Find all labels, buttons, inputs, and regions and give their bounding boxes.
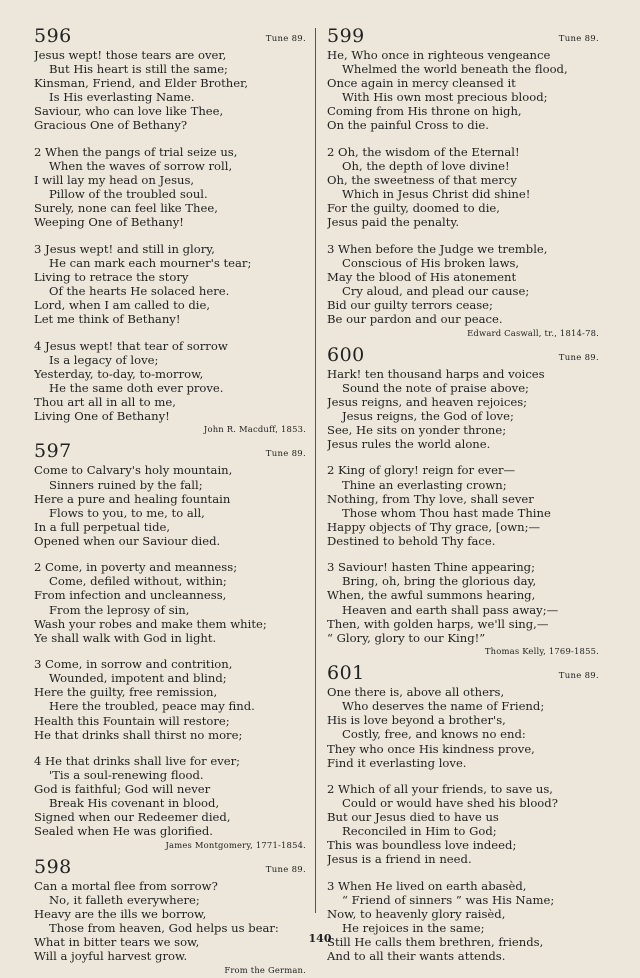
verse <box>327 367 599 452</box>
verse-line: Ye shall walk with God in light. <box>34 630 217 645</box>
verse-line: God is faithful; God will never <box>34 782 211 797</box>
verse <box>34 48 306 133</box>
author-credit: Thomas Kelly, 1769-1855. <box>484 646 599 657</box>
verse <box>327 879 599 964</box>
verse-line: Jesus paid the penalty. <box>327 215 460 230</box>
hymn-header <box>34 853 306 878</box>
verse-line: One there is, above all others, <box>327 685 505 700</box>
verse-line: 3 Jesus wept! and still in glory, <box>34 241 215 256</box>
verse <box>327 48 599 133</box>
verse-line: He that drinks shall thirst no more; <box>34 727 243 742</box>
page-number: 140 <box>308 932 332 945</box>
verse-line: In a full perpetual tide, <box>34 519 171 534</box>
verse-line: Who deserves the name of Friend; <box>342 699 545 714</box>
verse-line: Now, to heavenly glory raisèd, <box>327 907 506 922</box>
verse-line: Here the guilty, free remission, <box>34 685 218 700</box>
verse-line: 2 Which of all your friends, to save us, <box>327 782 553 797</box>
verse-line: Break His covenant in blood, <box>49 796 220 811</box>
verse-line: Can a mortal flee from sorrow? <box>34 878 218 893</box>
hymn-number: 596 <box>34 25 72 47</box>
verse-line: See, He sits on yonder throne; <box>327 422 507 437</box>
verse <box>34 339 306 424</box>
verse-line: And to all their wants attends. <box>327 949 506 964</box>
verse-line: 2 Oh, the wisdom of the Eternal! <box>327 144 520 159</box>
verse-line: Those whom Thou hast made Thine <box>342 505 551 520</box>
verse-line: Sound the note of praise above; <box>342 380 529 395</box>
verse-line: Hark! ten thousand harps and voices <box>327 366 545 381</box>
verse-line: From the leprosy of sin, <box>49 602 190 617</box>
tune-label: Tune 89. <box>558 352 599 363</box>
verse-line: They who once His kindness prove, <box>327 741 535 756</box>
hymn-number: 601 <box>327 662 365 685</box>
verse-line: When, the awful summons hearing, <box>327 588 536 603</box>
hymn-header <box>327 659 599 684</box>
verse-line: Come to Calvary's holy mountain, <box>34 463 233 478</box>
author-credit: James Montgomery, 1771-1854. <box>165 839 306 850</box>
verse-line: Find it everlasting love. <box>327 755 467 770</box>
verse-line: Gracious One of Bethany? <box>34 118 188 133</box>
verse-line: May the blood of His atonement <box>327 269 517 284</box>
left-column <box>34 22 306 978</box>
verse-line: “ Glory, glory to our King!” <box>327 630 486 645</box>
hymn-596 <box>34 22 306 434</box>
verse-line: 2 Come, in poverty and meanness; <box>34 560 238 575</box>
verse-line: Yesterday, to-day, to-morrow, <box>34 366 204 381</box>
tune-label: Tune 89. <box>265 34 306 44</box>
verse-line: 4 He that drinks shall live for ever; <box>34 754 241 769</box>
verse-line: Thou art all in all to me, <box>34 394 176 409</box>
verse <box>34 463 306 548</box>
verse-line: Wounded, impotent and blind; <box>49 671 227 686</box>
right-column <box>327 22 599 976</box>
verse-line: Jesus rules the world alone. <box>327 437 491 452</box>
hymn-header <box>34 22 306 47</box>
tune-label: Tune 89. <box>265 864 306 875</box>
verse-line: Whelmed the world beneath the flood, <box>342 62 568 77</box>
verse-line: Bring, oh, bring the glorious day, <box>342 574 537 589</box>
verse-line: Signed when our Redeemer died, <box>34 810 231 825</box>
verse-line: Surely, none can feel like Thee, <box>34 201 218 216</box>
verse <box>34 879 306 964</box>
verse-line: Cry aloud, and plead our cause; <box>342 284 530 298</box>
verse-line: Weeping One of Bethany! <box>34 215 184 230</box>
verse-line: 2 King of glory! reign for ever— <box>327 463 516 478</box>
verse-line: On the painful Cross to die. <box>327 118 489 133</box>
verse-line: Jesus is a friend in need. <box>327 852 472 867</box>
verse-line: Living One of Bethany! <box>34 409 170 424</box>
verse-line: But our Jesus died to have us <box>327 810 499 825</box>
verse-line: Will a joyful harvest grow. <box>34 949 188 964</box>
verse <box>327 463 599 548</box>
verse-line: Jesus reigns, the God of love; <box>342 408 514 423</box>
verse <box>327 685 599 770</box>
verse-line: Once again in mercy cleansed it <box>327 76 516 91</box>
verse-line: Health this Fountain will restore; <box>34 713 230 728</box>
author-credit: Edward Caswall, tr., 1814-78. <box>467 327 599 338</box>
hymn-number: 597 <box>34 440 72 463</box>
verse-line: Oh, the sweetness of that mercy <box>327 173 517 188</box>
verse-line: Oh, the depth of love divine! <box>342 158 510 173</box>
verse-line: Those from heaven, God helps us bear: <box>49 921 279 936</box>
hymn-number: 600 <box>327 343 365 366</box>
tune-label: Tune 89. <box>265 449 306 460</box>
verse-line: Could or would have shed his blood? <box>342 796 558 811</box>
tune-label: Tune 89. <box>558 671 599 682</box>
verse-line: Is a legacy of love; <box>49 352 159 367</box>
hymn-number: 599 <box>327 25 365 47</box>
verse-line: Sealed when He was glorified. <box>34 824 213 839</box>
verse-line: He the same doth ever prove. <box>49 380 224 395</box>
verse-line: Heaven and earth shall pass away;— <box>342 602 559 617</box>
verse <box>327 242 599 327</box>
verse-line: When the waves of sorrow roll, <box>49 158 233 173</box>
verse-line: Nothing, from Thy love, shall sever <box>327 491 534 506</box>
verse-line: Pillow of the troubled soul. <box>49 187 208 202</box>
verse <box>34 657 306 742</box>
hymn-599 <box>327 22 599 338</box>
verse-line: 4 Jesus wept! that tear of sorrow <box>34 338 228 353</box>
verse-line: Destined to behold Thy face. <box>327 533 496 548</box>
verse-line: What in bitter tears we sow, <box>34 935 200 950</box>
hymn-601 <box>327 659 599 963</box>
verse-line: Conscious of His broken laws, <box>342 255 520 270</box>
verse-line: Bid our guilty terrors cease; <box>327 298 493 313</box>
verse-line: “ Friend of sinners ” was His Name; <box>342 892 555 907</box>
verse <box>327 782 599 867</box>
verse <box>327 145 599 230</box>
tune-label: Tune 89. <box>558 34 599 44</box>
verse-line: He can mark each mourner's tear; <box>49 255 252 270</box>
verse-line: Reconciled in Him to God; <box>342 824 497 839</box>
author-credit: From the German. <box>224 964 306 975</box>
verse-line: I will lay my head on Jesus, <box>34 173 195 188</box>
hymn-597 <box>34 437 306 849</box>
verse-line: Sinners ruined by the fall; <box>49 477 203 492</box>
verse-line: No, it falleth everywhere; <box>49 892 200 907</box>
verse-line: Saviour, who can love like Thee, <box>34 104 224 119</box>
hymn-number: 598 <box>34 855 72 878</box>
verse-line: Which in Jesus Christ did shine! <box>342 187 531 202</box>
verse-line: Then, with golden harps, we'll sing,— <box>327 616 549 631</box>
verse-line: 3 Saviour! hasten Thine appearing; <box>327 560 536 575</box>
verse-line: 3 When He lived on earth abasèd, <box>327 878 527 893</box>
verse-line: Heavy are the ills we borrow, <box>34 907 207 922</box>
hymn-600 <box>327 341 599 657</box>
verse-line: 'Tis a soul-renewing flood. <box>49 768 204 783</box>
verse-line: Happy objects of Thy grace, [own;— <box>327 519 541 534</box>
verse-line: Jesus reigns, and heaven rejoices; <box>327 394 528 409</box>
verse-line: Flows to you, to me, to all, <box>49 505 205 520</box>
hymn-header <box>34 437 306 462</box>
verse <box>34 145 306 230</box>
verse <box>34 560 306 645</box>
verse-line: Of the hearts He solaced here. <box>49 284 230 298</box>
verse-line: Living to retrace the story <box>34 269 189 284</box>
verse-line: 2 When the pangs of trial seize us, <box>34 144 238 159</box>
verse-line: His is love beyond a brother's, <box>327 713 506 728</box>
verse-line: From infection and uncleanness, <box>34 588 227 603</box>
verse-line: 3 Come, in sorrow and contrition, <box>34 657 233 672</box>
verse-line: For the guilty, doomed to die, <box>327 201 500 216</box>
verse-line: He rejoices in the same; <box>342 921 485 936</box>
verse-line: Costly, free, and knows no end: <box>342 727 526 742</box>
verse-line: Wash your robes and make them white; <box>34 616 267 631</box>
verse-line: Thine an everlasting crown; <box>342 477 507 492</box>
verse-line: But His heart is still the same; <box>49 62 228 77</box>
verse-line: Opened when our Saviour died. <box>34 533 221 548</box>
verse-line: Coming from His throne on high, <box>327 104 522 119</box>
hymn-598 <box>34 853 306 975</box>
verse-line: Come, defiled without, within; <box>49 574 227 589</box>
verse-line: Be our pardon and our peace. <box>327 312 503 327</box>
hymn-header <box>327 341 599 366</box>
hymn-header <box>327 22 599 47</box>
column-divider <box>315 28 316 913</box>
verse-line: Here the troubled, peace may find. <box>49 699 255 714</box>
verse <box>34 754 306 839</box>
verse-line: Jesus wept! those tears are over, <box>34 48 227 62</box>
verse-line: Kinsman, Friend, and Elder Brother, <box>34 76 249 91</box>
verse-line: Still He calls them brethren, friends, <box>327 935 544 950</box>
verse-line: He, Who once in righteous vengeance <box>327 48 551 62</box>
verse <box>34 242 306 327</box>
verse-line: Here a pure and healing fountain <box>34 491 231 506</box>
verse-line: With His own most precious blood; <box>342 90 548 105</box>
verse <box>327 560 599 645</box>
verse-line: This was boundless love indeed; <box>327 838 517 853</box>
verse-line: Is His everlasting Name. <box>49 90 195 105</box>
verse-line: 3 When before the Judge we tremble, <box>327 241 548 256</box>
verse-line: Let me think of Bethany! <box>34 312 181 327</box>
verse-line: Lord, when I am called to die, <box>34 298 211 313</box>
author-credit: John R. Macduff, 1853. <box>203 424 306 435</box>
